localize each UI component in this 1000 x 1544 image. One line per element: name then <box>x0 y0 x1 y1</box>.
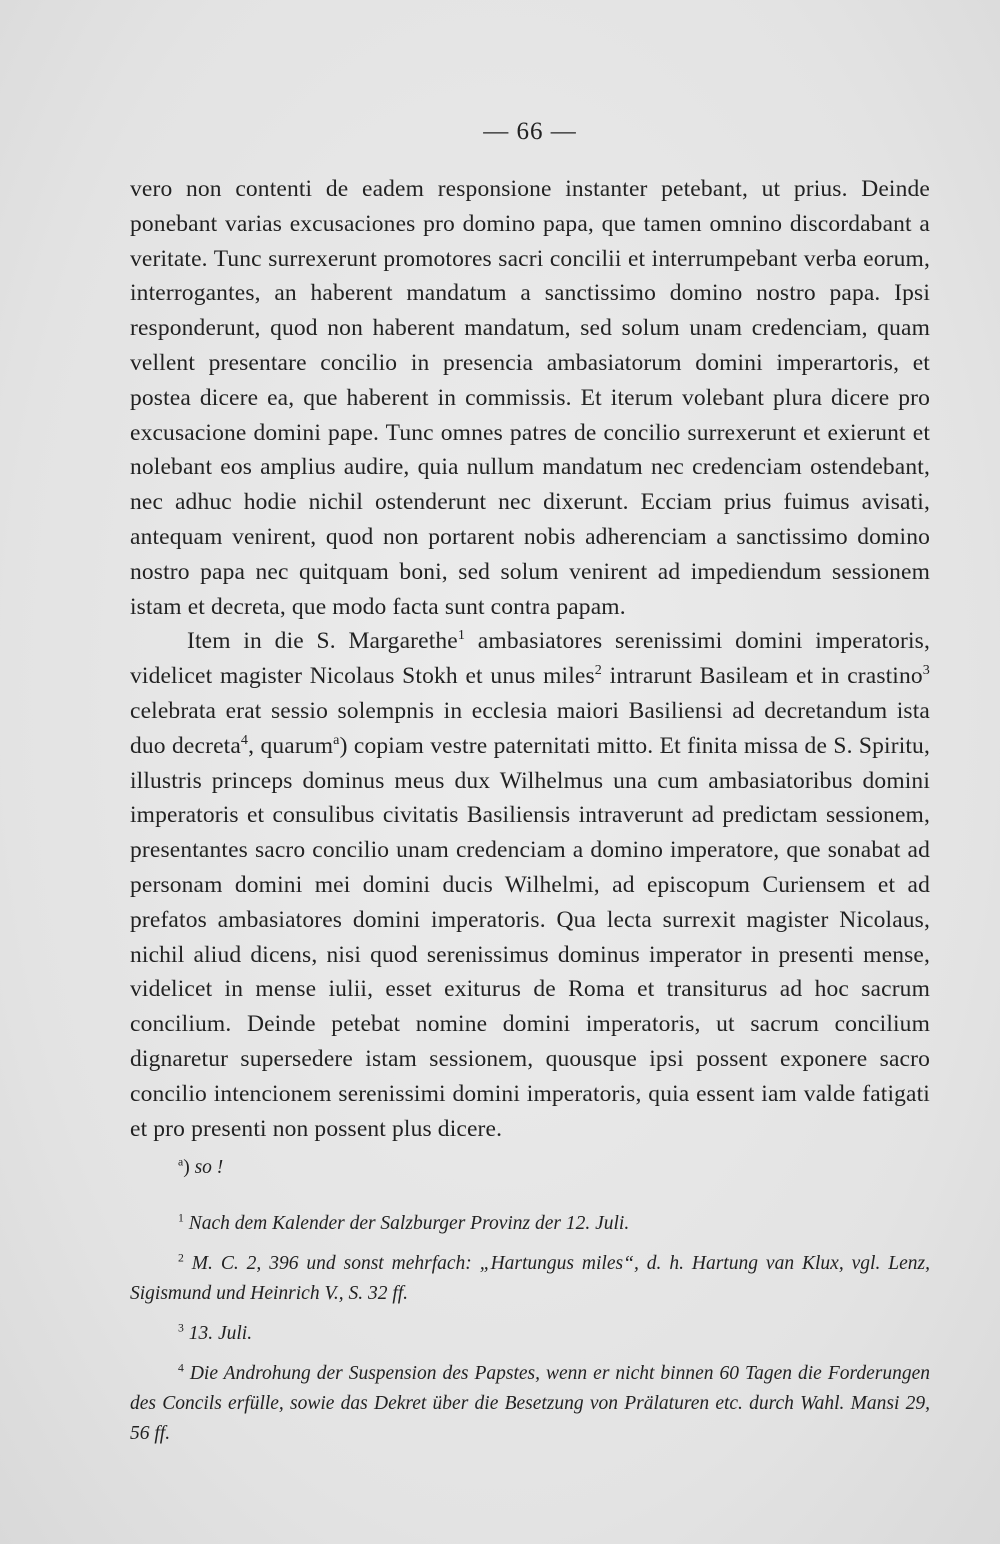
footnote-marker: 1 <box>178 1211 184 1225</box>
text-segment: , quarum <box>248 732 334 759</box>
footnote-text: Nach dem Kalender der Salzburger Provinz der 12. Juli. <box>183 1213 630 1234</box>
text-segment: ) copiam vestre paternitati mitto. Et finita missa de S. Spiritu, illustris princeps dominus meus dux Wilhelmus una cum ambasiatoribus domini imperatoris et consulibus civitatis Basiliensis intraverunt ad predictam sessionem, presentantes sacro concilio unam credenciam a domino imperatore, que sonabat ad personam domini mei domini ducis Wilhelmi, ad episcopum Curiensem et ad prefatos ambasiatores domini imperatoris. Qua lecta surrexit magister Nicolaus, nichil aliud dicens, nisi quod serenissimus dominus imperator in presenti mense, videlicet in mense iulii, esset exiturus de Roma et transiturus ad hoc sacrum concilium. Deinde petebat nomine domini imperatoris, ut sacrum concilium dignaretur supersedere istam sessionem, quousque ipsi possent exponere sacro concilio intencionem serenissimi domini imperatoris, quia essent iam valde fatigati et pro presenti non possent plus dicere. <box>130 732 930 1142</box>
footnote-marker-paren: ) <box>183 1157 190 1178</box>
footnote-2 <box>130 1249 930 1309</box>
footnote-a <box>130 1153 930 1183</box>
footnote-ref-3: 3 <box>922 662 930 679</box>
text-segment: ambasiatores serenissimi domini imperatoris, videlicet magister Nicolaus Stokh et unus miles <box>130 628 931 690</box>
footnote-1 <box>130 1209 930 1239</box>
footnote-4 <box>130 1359 930 1449</box>
footnote-text: so ! <box>189 1157 224 1178</box>
footnote-marker: 4 <box>178 1361 184 1375</box>
main-text <box>130 172 930 1146</box>
footnote-marker: a <box>178 1155 184 1169</box>
text-segment: intrarunt Basileam et in crastino <box>601 663 923 690</box>
footnote-text: Die Androhung der Suspension des Papstes, wenn er nicht binnen 60 Tagen die Forderungen des Concils erfülle, sowie das Dekret über die Besetzung von Prälaturen etc. durch Wahl. Mansi 29, 56 ff. <box>130 1363 930 1444</box>
footnote-ref-1: 1 <box>457 627 466 644</box>
footnote-text: M. C. 2, 396 und sonst mehrfach: „Hartungus miles“, d. h. Hartung van Klux, vgl. Lenz, Sigismund und Heinrich V., S. 32 ff. <box>130 1253 930 1304</box>
paragraph-2 <box>130 624 930 1146</box>
text-segment: Item in die S. Margarethe <box>187 628 458 655</box>
footnote-3 <box>130 1319 930 1349</box>
footnote-marker: 2 <box>178 1251 184 1265</box>
footnote-marker: 3 <box>178 1321 184 1335</box>
paragraph-1 <box>130 172 930 624</box>
page-number: — 66 — <box>483 118 577 145</box>
footnote-ref-a: a <box>333 731 340 748</box>
text-segment: vero non contenti de eadem responsione instanter petebant, ut prius. Deinde ponebant varias excusaciones pro domino papa, que tamen omnino discordabant a veritate. Tunc surrexerunt promotores sacri concilii et interrumpebant verba eorum, interrogantes, an haberent mandatum a sanctissimo domino nostro papa. Ipsi responderunt, quod non haberent mandatum, sed solum unam credenciam, quam vellent presentare concilio in presencia ambasiatorum domini imperartoris, et postea dicere ea, que haberent in commissis. Et iterum volebant plura dicere pro excusacione domini pape. Tunc omnes patres de concilio surrexerunt et exierunt et nolebant eos amplius audire, quia nullum mandatum nec credenciam ostendebant, nec adhuc hodie nichil ostenderunt nec dixerunt. Ecciam prius fuimus avisati, antequam venirent, quod non portarent nobis adherenciam a sanctissimo domino nostro papa nec quitquam boni, sed solum venirent ad impediendum sessionem istam et decreta, que modo facta sunt contra papam. <box>130 176 930 620</box>
footnote-text: 13. Juli. <box>183 1323 253 1344</box>
footnotes <box>130 1153 930 1449</box>
footnote-ref-2: 2 <box>594 662 602 679</box>
text-segment: celebrata erat sessio solempnis in ecclesia maiori Basiliensi ad decretandum ista duo decreta <box>130 697 930 759</box>
footnote-ref-4: 4 <box>240 731 249 748</box>
